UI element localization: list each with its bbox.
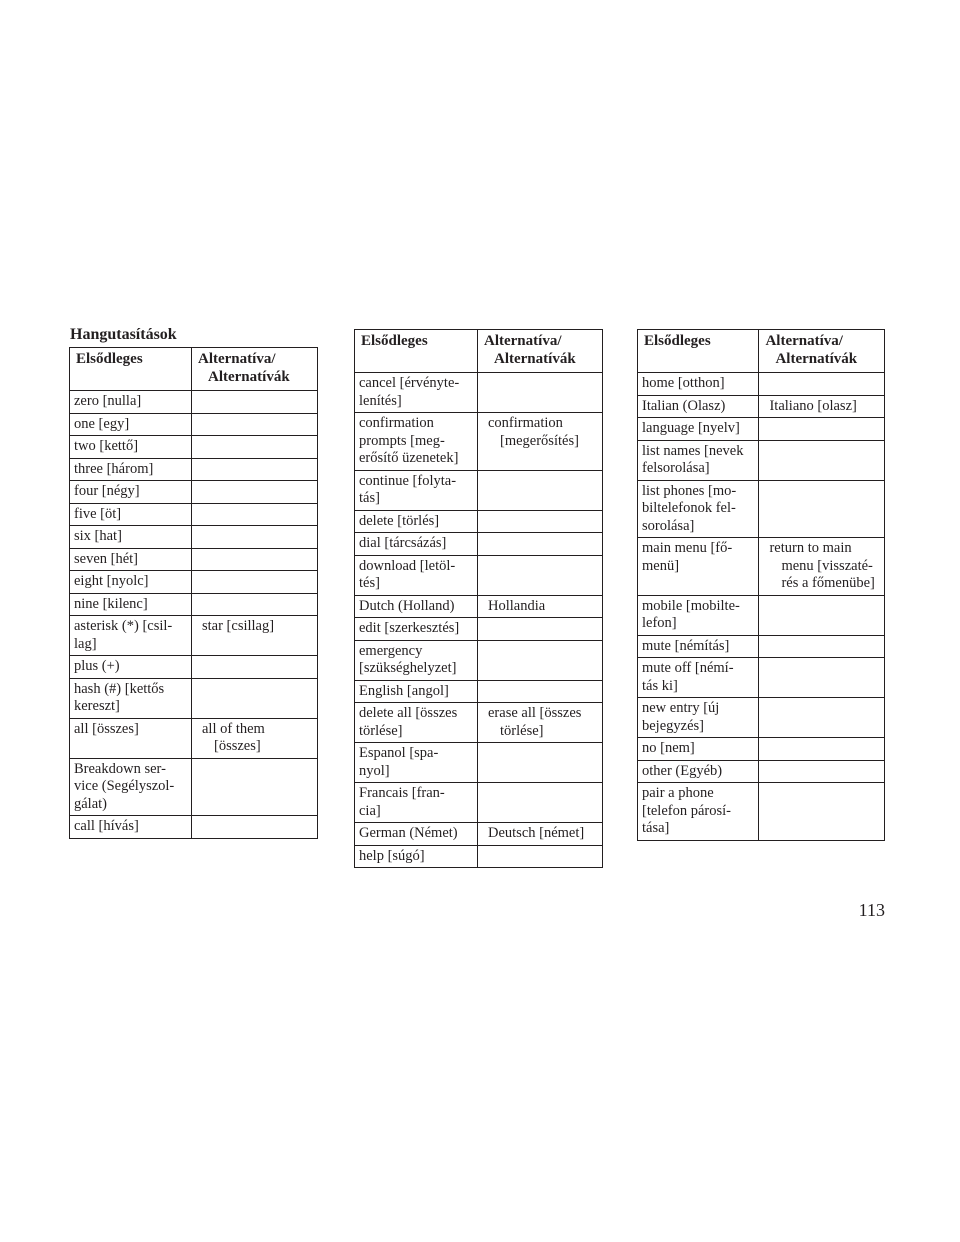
primary-command-text: four [négy] — [74, 483, 140, 499]
table-row — [70, 436, 318, 459]
primary-command-text: continue [folyta- tás] — [359, 472, 457, 506]
alternative-command-cell — [759, 395, 885, 418]
alternative-command-cell — [192, 593, 318, 616]
primary-command-cell — [70, 571, 192, 594]
header-alt-line1: Alternatíva/ — [765, 333, 843, 349]
primary-command-text: main menu [fő- menü] — [642, 540, 733, 574]
primary-command-text: asterisk (*) [csil- lag] — [74, 618, 173, 652]
header-primary: Elsődleges — [355, 330, 478, 373]
table-row — [355, 823, 603, 846]
primary-command-cell — [638, 760, 759, 783]
primary-command-cell — [70, 758, 192, 816]
header-alternative — [478, 330, 603, 373]
table-row — [638, 698, 885, 738]
alternative-command-cell — [478, 783, 603, 823]
primary-command-text: no [nem] — [642, 740, 695, 756]
primary-command-text: five [öt] — [74, 505, 122, 522]
primary-command-cell — [638, 480, 759, 538]
table-row — [638, 373, 885, 396]
primary-command-cell — [70, 413, 192, 436]
table-row — [70, 526, 318, 549]
primary-command-cell — [70, 656, 192, 679]
primary-command-text: three [három] — [74, 460, 154, 477]
primary-command-text: mobile [mobilte- lefon] — [642, 597, 740, 631]
alternative-command-cell — [478, 595, 603, 618]
alternative-command-cell — [759, 658, 885, 698]
alternative-command-text: return to main menu [visszaté- rés a főmenübe] — [769, 540, 875, 591]
primary-command-cell — [355, 743, 478, 783]
primary-command-cell — [638, 658, 759, 698]
alternative-command-cell — [478, 680, 603, 703]
alternative-command-cell — [192, 616, 318, 656]
primary-command-text: German (Német) — [359, 825, 458, 841]
primary-command-cell — [70, 436, 192, 459]
primary-command-text: dial [tárcsázás] — [359, 535, 447, 551]
primary-command-cell — [70, 678, 192, 718]
primary-command-cell — [638, 635, 759, 658]
alternative-command-cell — [192, 503, 318, 526]
voice-commands-table-2 — [354, 329, 603, 868]
table-row — [70, 503, 318, 526]
table-body — [355, 373, 603, 868]
table-row — [355, 595, 603, 618]
primary-command-text: nine [kilenc] — [74, 595, 148, 612]
table-row — [70, 548, 318, 571]
primary-command-cell — [355, 783, 478, 823]
alternative-command-cell — [478, 533, 603, 556]
alternative-command-cell — [192, 571, 318, 594]
alternative-command-cell — [192, 413, 318, 436]
alternative-command-text: star [csillag] — [202, 618, 275, 634]
table-body — [638, 373, 885, 841]
primary-command-text: home [otthon] — [642, 375, 725, 391]
alternative-command-cell — [192, 678, 318, 718]
primary-command-cell — [355, 618, 478, 641]
alternative-command-text: confirmation [megerősítés] — [488, 415, 579, 449]
alternative-command-cell — [192, 526, 318, 549]
primary-command-text: delete [törlés] — [359, 512, 440, 529]
primary-command-text: one [egy] — [74, 415, 130, 432]
table-row — [70, 678, 318, 718]
primary-command-text: list phones [mo- biltelefonok fel- sorolása] — [642, 482, 737, 534]
table-header-row — [355, 330, 603, 373]
primary-command-text: call [hívás] — [74, 818, 139, 834]
primary-command-cell — [638, 698, 759, 738]
header-alt-line1: Alternatíva/ — [484, 333, 562, 349]
alternative-command-cell — [192, 718, 318, 758]
alternative-command-cell — [759, 635, 885, 658]
primary-command-cell — [355, 470, 478, 510]
table-row — [355, 845, 603, 868]
alternative-command-cell — [759, 480, 885, 538]
voice-commands-table-1 — [69, 347, 318, 839]
alternative-command-cell — [478, 413, 603, 471]
table-row — [70, 718, 318, 758]
table-row — [70, 593, 318, 616]
primary-command-cell — [638, 783, 759, 841]
header-alternative — [759, 330, 885, 373]
table-row — [70, 481, 318, 504]
alternative-command-cell — [759, 595, 885, 635]
table-row — [70, 458, 318, 481]
alternative-command-cell — [478, 470, 603, 510]
primary-command-cell — [70, 616, 192, 656]
primary-command-cell — [638, 395, 759, 418]
table-row — [638, 395, 885, 418]
alternative-command-cell — [759, 373, 885, 396]
primary-command-text: other (Egyéb) — [642, 762, 723, 779]
table-row — [355, 743, 603, 783]
primary-command-text: Italian (Olasz) — [642, 397, 726, 414]
table-body — [70, 391, 318, 839]
alternative-command-cell — [192, 458, 318, 481]
primary-command-text: six [hat] — [74, 528, 122, 544]
primary-command-cell — [355, 413, 478, 471]
table-row — [638, 658, 885, 698]
alternative-command-cell — [759, 760, 885, 783]
table-row — [638, 635, 885, 658]
table-row — [355, 413, 603, 471]
primary-command-text: Espanol [spa- nyol] — [359, 745, 439, 779]
alternative-command-text: Deutsch [német] — [488, 825, 585, 841]
header-alt-line2: Alternatívák — [208, 368, 290, 385]
primary-command-text: zero [nulla] — [74, 393, 142, 409]
primary-command-cell — [638, 595, 759, 635]
primary-command-cell — [70, 718, 192, 758]
alternative-command-text: Italiano [olasz] — [769, 397, 857, 414]
primary-command-text: two [kettő] — [74, 438, 139, 454]
table-row — [355, 555, 603, 595]
table-row — [355, 680, 603, 703]
primary-command-cell — [355, 555, 478, 595]
table-row — [70, 758, 318, 816]
primary-command-text: eight [nyolc] — [74, 573, 149, 589]
table-row — [355, 510, 603, 533]
alternative-command-cell — [759, 698, 885, 738]
primary-command-text: mute [némítás] — [642, 637, 730, 654]
table-row — [355, 470, 603, 510]
alternative-command-cell — [192, 758, 318, 816]
alternative-command-cell — [759, 738, 885, 761]
table-row — [355, 783, 603, 823]
alternative-command-text: erase all [összes törlése] — [488, 705, 582, 739]
primary-command-text: hash (#) [kettős kereszt] — [74, 680, 165, 714]
primary-command-text: help [súgó] — [359, 847, 425, 864]
primary-command-cell — [638, 418, 759, 441]
alternative-command-cell — [478, 845, 603, 868]
primary-command-text: seven [hét] — [74, 550, 139, 567]
primary-command-cell — [355, 373, 478, 413]
alternative-command-cell — [759, 418, 885, 441]
table-row — [638, 440, 885, 480]
primary-command-text: delete all [összes törlése] — [359, 705, 458, 739]
table-header-row — [638, 330, 885, 373]
primary-command-cell — [70, 391, 192, 414]
primary-command-text: Dutch (Holland) — [359, 597, 455, 614]
table-row — [638, 738, 885, 761]
alternative-command-cell — [478, 555, 603, 595]
alternative-command-cell — [478, 703, 603, 743]
table-row — [355, 618, 603, 641]
primary-command-cell — [355, 823, 478, 846]
alternative-command-cell — [192, 656, 318, 679]
table-header-row — [70, 348, 318, 391]
alternative-command-text: all of them [összes] — [202, 720, 265, 754]
alternative-command-cell — [759, 538, 885, 596]
alternative-command-cell — [478, 743, 603, 783]
primary-command-cell — [355, 533, 478, 556]
table-row — [638, 760, 885, 783]
primary-command-text: plus (+) — [74, 658, 120, 674]
primary-command-text: cancel [érvényte- lenítés] — [359, 375, 460, 409]
header-alt-line2: Alternatívák — [494, 350, 576, 367]
alternative-command-cell — [759, 783, 885, 841]
primary-command-text: download [letöl- tés] — [359, 557, 456, 591]
table-row — [638, 783, 885, 841]
primary-command-cell — [70, 526, 192, 549]
primary-command-text: emergency [szükséghelyzet] — [359, 642, 457, 676]
primary-command-text: edit [szerkesztés] — [359, 620, 460, 636]
section-title: Hangutasítások — [70, 326, 177, 343]
alternative-command-text: Hollandia — [488, 597, 546, 614]
alternative-command-cell — [192, 436, 318, 459]
primary-command-cell — [638, 440, 759, 480]
table-row — [638, 595, 885, 635]
primary-command-cell — [70, 593, 192, 616]
primary-command-cell — [638, 738, 759, 761]
header-alt-line2: Alternatívák — [775, 350, 858, 367]
table-row — [70, 413, 318, 436]
primary-command-cell — [355, 510, 478, 533]
alternative-command-cell — [478, 618, 603, 641]
primary-command-cell — [70, 481, 192, 504]
table-row — [70, 616, 318, 656]
header-primary: Elsődleges — [70, 348, 192, 391]
alternative-command-cell — [478, 373, 603, 413]
table-row — [355, 703, 603, 743]
primary-command-cell — [355, 680, 478, 703]
primary-command-text: Breakdown ser- vice (Segélyszol- gálat) — [74, 760, 175, 812]
primary-command-cell — [638, 373, 759, 396]
alternative-command-cell — [759, 440, 885, 480]
primary-command-cell — [355, 703, 478, 743]
primary-command-cell — [70, 816, 192, 839]
header-alternative — [192, 348, 318, 391]
primary-command-cell — [355, 845, 478, 868]
alternative-command-cell — [192, 391, 318, 414]
table-row — [355, 533, 603, 556]
voice-commands-table-3 — [637, 329, 885, 841]
table-row — [355, 640, 603, 680]
alternative-command-cell — [192, 816, 318, 839]
alternative-command-cell — [478, 640, 603, 680]
primary-command-text: mute off [némí- tás ki] — [642, 660, 734, 694]
table-row — [355, 373, 603, 413]
primary-command-text: language [nyelv] — [642, 420, 740, 436]
alternative-command-cell — [478, 510, 603, 533]
header-primary: Elsődleges — [638, 330, 759, 373]
primary-command-cell — [70, 458, 192, 481]
table-row — [70, 571, 318, 594]
primary-command-cell — [70, 503, 192, 526]
alternative-command-cell — [478, 823, 603, 846]
primary-command-text: English [angol] — [359, 682, 449, 699]
table-row — [70, 391, 318, 414]
table-row — [638, 538, 885, 596]
page-number: 113 — [858, 900, 885, 920]
primary-command-text: Francais [fran- cia] — [359, 785, 445, 819]
primary-command-cell — [70, 548, 192, 571]
primary-command-text: new entry [új bejegyzés] — [642, 700, 720, 734]
alternative-command-cell — [192, 481, 318, 504]
primary-command-cell — [355, 640, 478, 680]
alternative-command-cell — [192, 548, 318, 571]
primary-command-text: pair a phone [telefon párosí- tása] — [642, 785, 731, 836]
primary-command-text: confirmation prompts [meg- erősítő üzenetek] — [359, 415, 459, 466]
header-alt-line1: Alternatíva/ — [198, 351, 276, 367]
primary-command-cell — [355, 595, 478, 618]
table-row — [638, 418, 885, 441]
primary-command-text: list names [nevek felsorolása] — [642, 442, 744, 476]
table-row — [70, 816, 318, 839]
primary-command-text: all [összes] — [74, 720, 139, 737]
table-row — [70, 656, 318, 679]
table-row — [638, 480, 885, 538]
primary-command-cell — [638, 538, 759, 596]
